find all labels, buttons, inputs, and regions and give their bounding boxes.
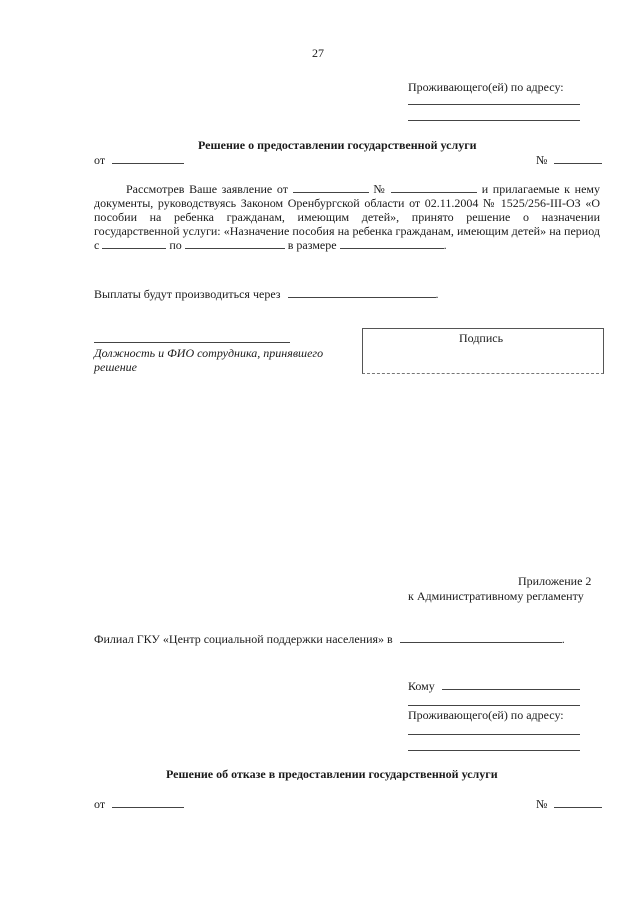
official-caption: Должность и ФИО сотрудника, принявшего решение	[94, 346, 324, 374]
para-end: .	[443, 238, 447, 252]
to-label: Кому	[408, 679, 435, 693]
page-number: 27	[312, 46, 324, 60]
grant-number-blank	[554, 153, 602, 164]
branch-blank	[400, 632, 562, 643]
payments-blank	[288, 287, 436, 298]
branch-row	[94, 632, 565, 647]
refusal-number-blank	[554, 797, 602, 808]
refusal-date-blank	[112, 797, 184, 808]
para-part-2: №	[373, 182, 387, 196]
period-end-blank	[185, 238, 285, 249]
refusal-from-label: от	[94, 797, 106, 811]
payments-row	[94, 287, 439, 302]
grant-decision-title: Решение о предоставлении государственной услуги	[198, 138, 477, 152]
para-part-4: по	[169, 238, 182, 252]
application-date-blank	[293, 182, 369, 193]
para-part-5: в размере	[287, 238, 337, 252]
to-row	[408, 679, 580, 694]
appendix-title: Приложение 2	[518, 574, 592, 588]
para-part-1: Рассмотрев Ваше заявление от	[126, 182, 288, 196]
grant-from-label: от	[94, 153, 106, 167]
to-line-2	[408, 705, 580, 706]
signature-box	[362, 328, 604, 374]
payments-label: Выплаты будут производиться через	[94, 287, 281, 301]
refusal-from-row	[94, 797, 184, 812]
addressee-address-label: Проживающего(ей) по адресу:	[408, 708, 564, 722]
grant-number-label: №	[536, 153, 548, 167]
refusal-number-label: №	[536, 797, 548, 811]
address-line-2	[408, 120, 580, 121]
para-part-3: и прилагаемые к нему документы, руководствуясь Законом Оренбургской области от 02.11.2004 № 1525/256-III-ОЗ «О пособии на ребенка гражданам, имеющим детей», принято решение о назначении государственной услуги: «Назначение пособия на ребенка гражданам, имеющим детей» на период с	[94, 182, 601, 252]
branch-label: Филиал ГКУ «Центр социальной поддержки населения» в	[94, 632, 393, 646]
appendix-subtitle: к Административному регламенту	[408, 589, 584, 603]
to-blank	[442, 679, 580, 690]
addressee-address-line-2	[408, 750, 580, 751]
payments-end: .	[435, 287, 439, 301]
signature-label: Подпись	[459, 331, 504, 345]
branch-end: .	[561, 632, 565, 646]
grant-decision-paragraph	[94, 182, 600, 252]
application-number-blank	[391, 182, 477, 193]
address-label: Проживающего(ей) по адресу:	[408, 80, 564, 94]
grant-number-row	[536, 153, 602, 168]
official-line	[94, 342, 290, 343]
refusal-decision-title: Решение об отказе в предоставлении государственной услуги	[166, 767, 498, 781]
address-line-1	[408, 104, 580, 105]
addressee-address-line-1	[408, 734, 580, 735]
grant-date-blank	[112, 153, 184, 164]
refusal-number-row	[536, 797, 602, 812]
amount-blank	[340, 238, 444, 249]
period-start-blank	[102, 238, 166, 249]
grant-from-row	[94, 153, 184, 168]
